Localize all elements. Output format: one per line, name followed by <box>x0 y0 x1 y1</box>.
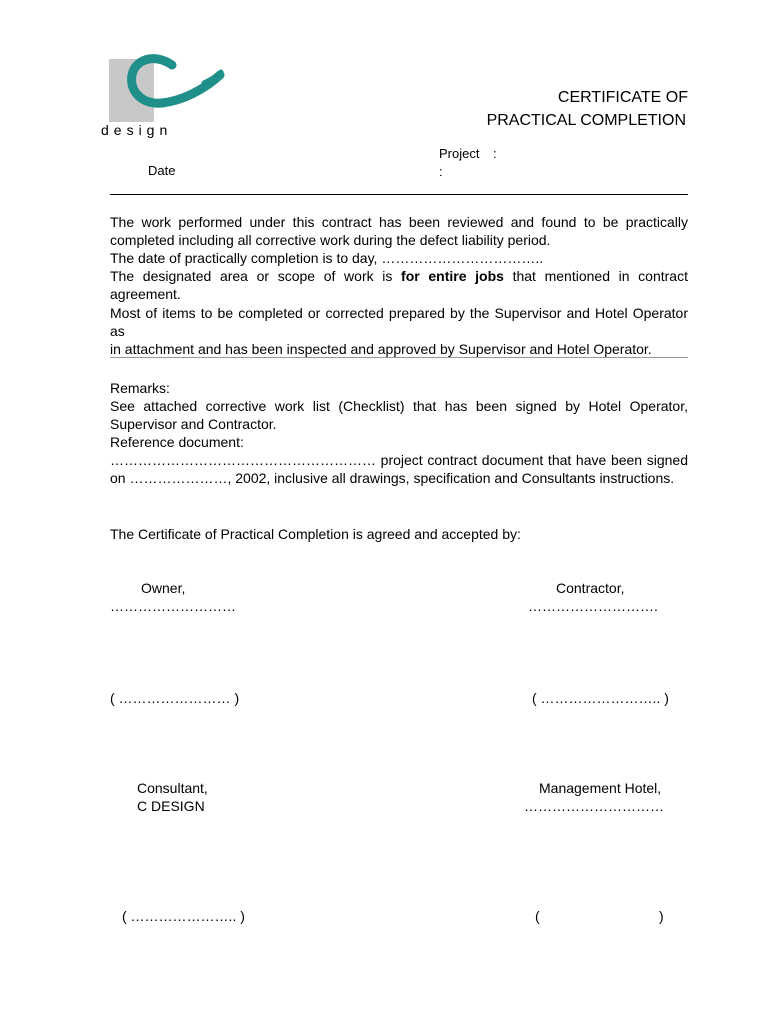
p1-line-1: The work performed under this contract has been reviewed and found to be practically <box>110 214 688 230</box>
section-divider <box>110 357 688 358</box>
reference-line-1: ………………………………………………… project contract document that have been signed <box>110 452 688 468</box>
remarks-section <box>110 379 688 487</box>
remarks-label: Remarks: <box>110 380 170 396</box>
items-paragraph <box>110 304 688 358</box>
p2-line-1: Most of items to be completed or corrected prepared by the Supervisor and Hotel Operator as <box>110 305 688 339</box>
consultant-label: Consultant, <box>137 780 208 796</box>
consultant-company: C DESIGN <box>137 798 205 814</box>
logo-wordmark: design <box>101 122 173 138</box>
p2-line-2: in attachment and has been inspected and approved by Supervisor and Hotel Operator. <box>110 341 652 357</box>
owner-signature-line: ……………………… <box>110 598 236 614</box>
remarks-line-2: Supervisor and Contractor. <box>110 416 277 432</box>
hotel-signature-line: ………………………… <box>524 798 664 814</box>
p1-line-4 <box>110 267 688 303</box>
p1-line-4-pre: The designated area or scope of work is <box>110 268 402 284</box>
remarks-line-1: See attached corrective work list (Checklist) that has been signed by Hotel Operator, <box>110 398 688 414</box>
owner-label: Owner, <box>141 580 186 596</box>
contractor-name-line: ( …………………….. ) <box>532 690 669 706</box>
project-colon: : <box>493 146 497 161</box>
project-label: Project <box>439 146 480 161</box>
reference-line-2: on …………………, 2002, inclusive all drawings, specification and Consultants instructions. <box>110 470 675 486</box>
hotel-label: Management Hotel, <box>539 780 662 796</box>
contractor-signature-line: ………………………. <box>528 598 658 614</box>
acceptance-statement: The Certificate of Practical Completion is agreed and accepted by: <box>110 526 521 542</box>
header-divider <box>110 194 688 195</box>
contractor-label: Contractor, <box>556 580 625 596</box>
reference-label: Reference document: <box>110 434 244 450</box>
p1-line-4-post: that mentioned in contract agreement. <box>110 268 688 302</box>
hotel-name-close-paren: ) <box>659 908 664 924</box>
title-line-1: CERTIFICATE OF <box>557 89 688 106</box>
hotel-name-open-paren: ( <box>535 908 540 924</box>
date-label: Date <box>148 163 176 178</box>
p1-line-4-bold: for entire jobs <box>401 268 504 284</box>
p1-line-3: The date of practically completion is to day, …………………………….. <box>110 250 544 266</box>
owner-name-line: ( …………………… ) <box>110 690 240 706</box>
date-colon: : <box>439 164 443 179</box>
p1-line-2: completed including all corrective work during the defect liability period. <box>110 232 551 248</box>
scope-paragraph <box>110 213 688 303</box>
consultant-name-line: ( ………………….. ) <box>122 908 245 924</box>
title-line-2: PRACTICAL COMPLETION <box>486 112 686 129</box>
